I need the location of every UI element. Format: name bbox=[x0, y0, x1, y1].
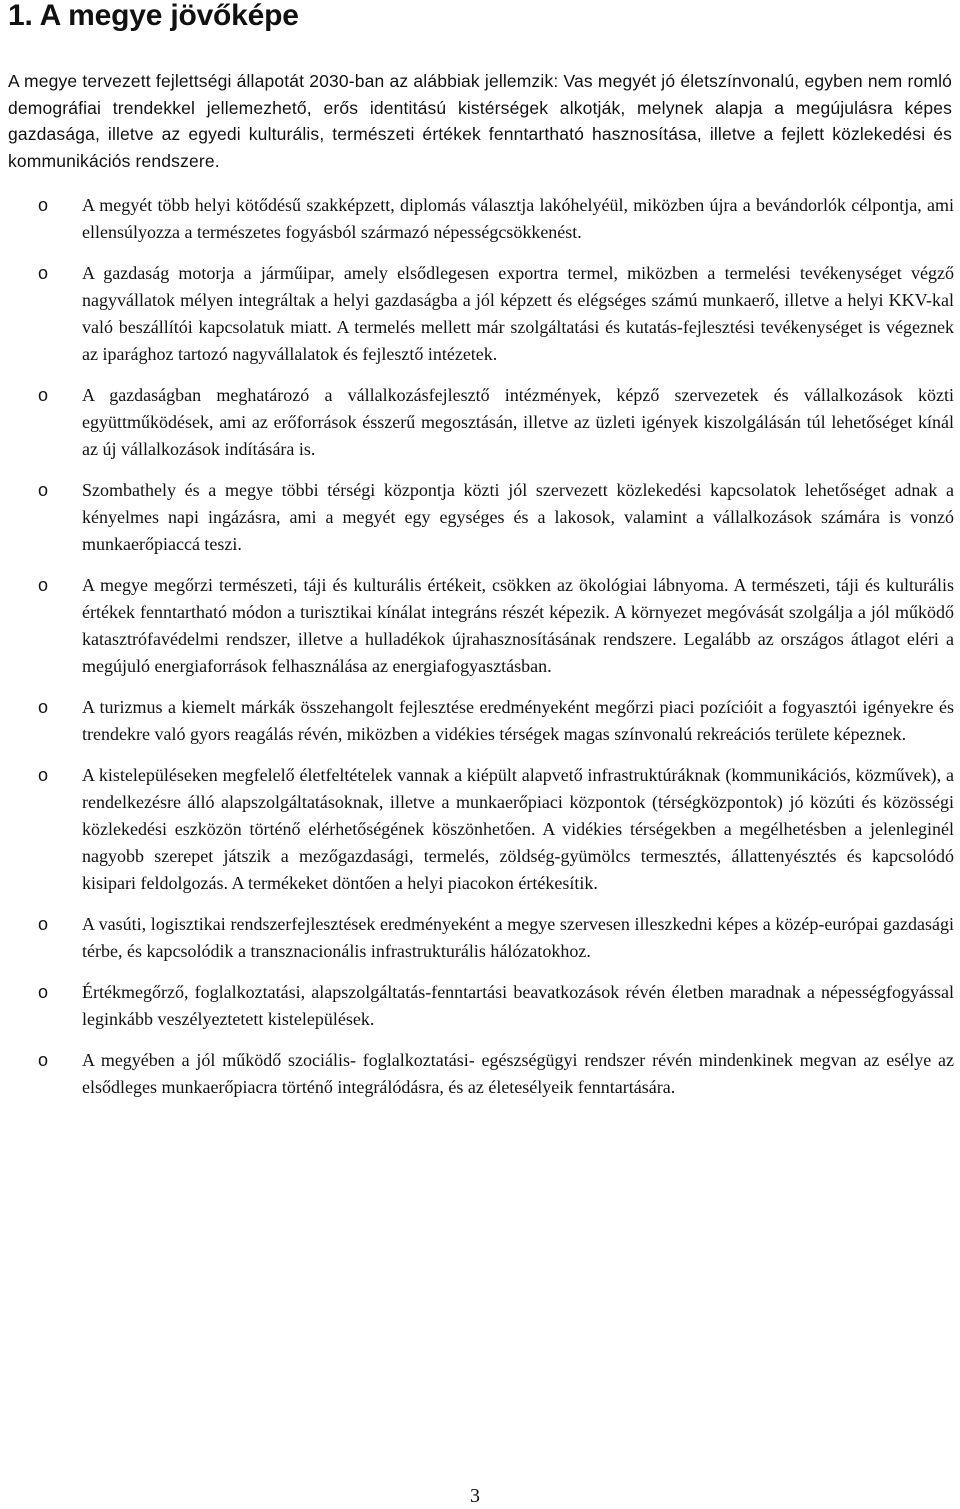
list-item-text: A megyét több helyi kötődésű szakképzett, diplomás választja lakóhelyéül, miközben újra a bevándorlók célpontja, ami ellensúlyozza a természetes fogyásból származó népességcsökkenést. bbox=[82, 195, 954, 242]
intro-paragraph: A megye tervezett fejlettségi állapotát 2030-ban az alábbiak jellemzik: Vas megyét jó életszínvonalú, egyben nem romló demográfiai trendekkel jellemezhető, erős identitású kistérségek alkotják, melynek alapja a megújulásra képes gazdasága, illetve az egyedi kulturális, természeti értékek fenntartható hasznosítása, illetve a fejlett közlekedési és kommunikációs rendszere. bbox=[8, 71, 952, 171]
bullet-marker: o bbox=[38, 480, 49, 500]
list-item bbox=[0, 911, 960, 965]
list-item bbox=[0, 382, 960, 463]
list-item bbox=[0, 192, 960, 246]
list-item bbox=[0, 762, 960, 897]
list-item bbox=[0, 979, 960, 1033]
list-item-text: A gazdaságban meghatározó a vállalkozásfejlesztő intézmények, képző szervezetek és vállalkozások közti együttműködések, ami az erőforrások ésszerű megosztásán, illetve az üzleti igények kiszolgálásán túl lehetőséget kínál az új vállalkozások indítására is. bbox=[82, 385, 954, 459]
page-number: 3 bbox=[470, 1485, 480, 1507]
list-item bbox=[0, 260, 960, 368]
section-heading: 1. A megye jövőképe bbox=[8, 0, 299, 32]
list-item bbox=[0, 694, 960, 748]
bullet-marker: o bbox=[38, 697, 49, 717]
list-item bbox=[0, 572, 960, 680]
bullet-marker: o bbox=[38, 1050, 49, 1070]
vision-bullet-list bbox=[0, 192, 960, 1115]
list-item bbox=[0, 477, 960, 558]
list-item bbox=[0, 1047, 960, 1101]
bullet-marker: o bbox=[38, 914, 49, 934]
bullet-marker: o bbox=[38, 982, 49, 1002]
list-item-text: A kistelepüléseken megfelelő életfeltételek vannak a kiépült alapvető infrastruktúráknak (kommunikációs, közművek), a rendelkezésre álló alapszolgáltatásoknak, illetve a munkaerőpiaci központok (térségközpontok) jó közúti és közösségi közlekedési eszközön történő elérhetőségének köszönhetően. A vidékies térségekben a megélhetésben a jelenleginél nagyobb szerepet játszik a mezőgazdasági, termelés, zöldség-gyümölcs termesztés, állattenyésztés és kapcsolódó kisipari feldolgozás. A termékeket döntően a helyi piacokon értékesítik. bbox=[82, 765, 954, 893]
list-item-text: A megye megőrzi természeti, táji és kulturális értékeit, csökken az ökológiai lábnyoma. A természeti, táji és kulturális értékek fenntartható módon a turisztikai kínálat integráns részét képezik. A környezet megóvását szolgálja a jól működő katasztrófavédelmi rendszer, illetve a hulladékok újrahasznosításának rendszere. Legalább az országos átlagot eléri a megújuló energiaforrások felhasználása az energiafogyasztásban. bbox=[82, 575, 954, 676]
bullet-marker: o bbox=[38, 385, 49, 405]
bullet-marker: o bbox=[38, 263, 49, 283]
list-item-text: Értékmegőrző, foglalkoztatási, alapszolgáltatás-fenntartási beavatkozások révén életben maradnak a népességfogyással leginkább veszélyeztetett kistelepülések. bbox=[82, 982, 954, 1029]
bullet-marker: o bbox=[38, 195, 49, 215]
bullet-marker: o bbox=[38, 765, 49, 785]
list-item-text: A turizmus a kiemelt márkák összehangolt fejlesztése eredményeként megőrzi piaci pozícióit a fogyasztói igényekre és trendekre való gyors reagálás révén, miközben a vidékies térségek magas színvonalú rekreációs területe képeznek. bbox=[82, 697, 954, 744]
list-item-text: A megyében a jól működő szociális- foglalkoztatási- egészségügyi rendszer révén mindenkinek megvan az esélye az elsődleges munkaerőpiacra történő integrálódásra, és az életesélyeik fenntartására. bbox=[82, 1050, 954, 1097]
list-item-text: Szombathely és a megye többi térségi központja közti jól szervezett közlekedési kapcsolatok lehetőséget adnak a kényelmes napi ingázásra, ami a megyét egy egységes és a lakosok, valamint a vállalkozások számára is vonzó munkaerőpiaccá teszi. bbox=[82, 480, 954, 554]
list-item-text: A vasúti, logisztikai rendszerfejlesztések eredményeként a megye szervesen illeszkedni képes a közép-európai gazdasági térbe, és kapcsolódik a transznacionális infrastrukturális hálózatokhoz. bbox=[82, 914, 954, 961]
bullet-marker: o bbox=[38, 575, 49, 595]
list-item-text: A gazdaság motorja a járműipar, amely elsődlegesen exportra termel, miközben a termelési tevékenységet végző nagyvállatok mélyen integráltak a helyi gazdaságba a jól képzett és elégséges számú munkaerő, illetve a helyi KKV-kal való beszállítói kapcsolatuk miatt. A termelés mellett már szolgáltatási és kutatás-fejlesztési tevékenységet is végeznek az iparághoz tartozó nagyvállalatok és fejlesztő intézetek. bbox=[82, 263, 954, 364]
